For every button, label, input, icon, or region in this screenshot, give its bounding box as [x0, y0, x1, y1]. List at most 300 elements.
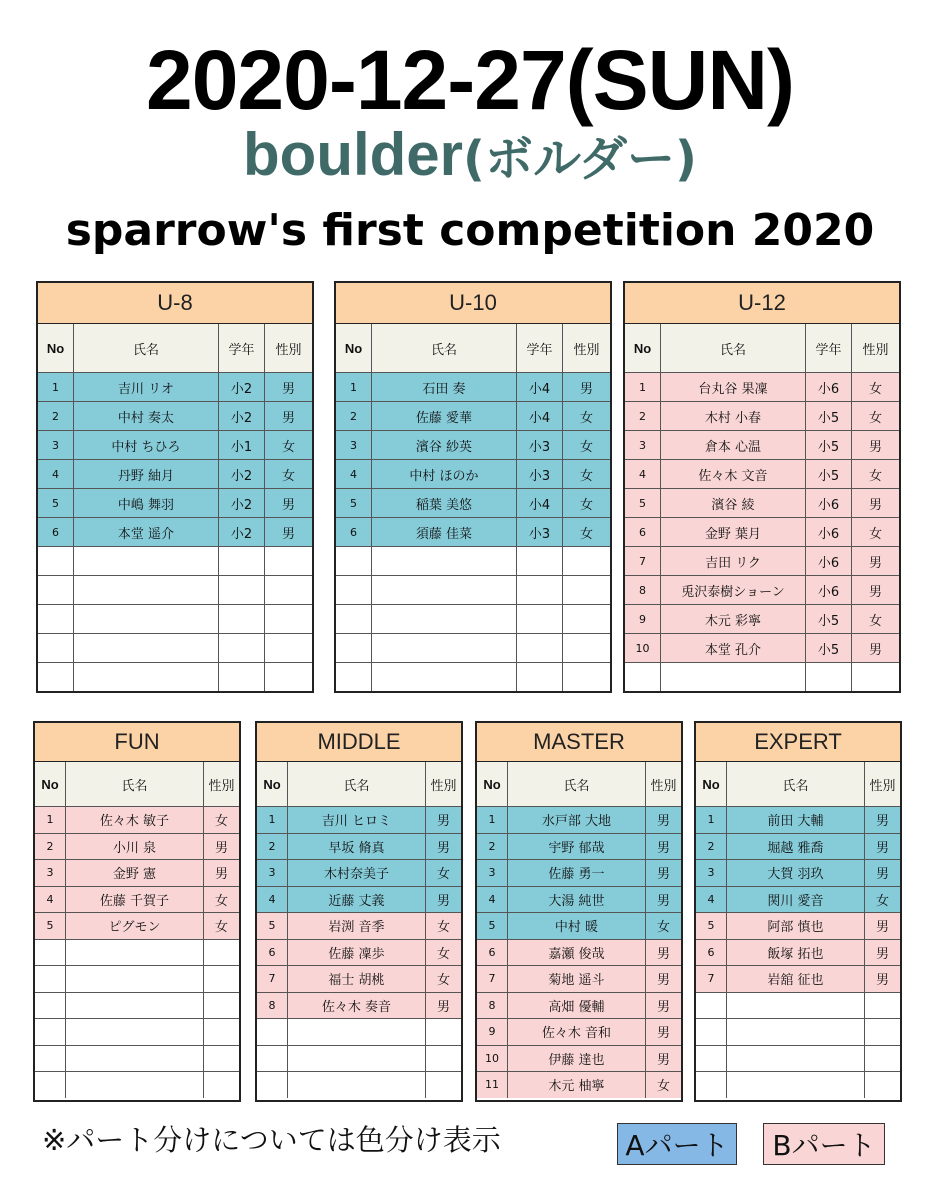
- cell-grade: 小6: [806, 489, 852, 517]
- empty-cell: [625, 663, 661, 691]
- column-header: No: [257, 762, 288, 806]
- empty-cell: [219, 576, 265, 604]
- cell-grade: 小3: [517, 431, 563, 459]
- cell-name: 佐々木 文音: [661, 460, 806, 488]
- cell-name: 関川 愛音: [727, 887, 865, 913]
- empty-row: [38, 605, 312, 634]
- cell-sex: 女: [656, 920, 670, 936]
- table-row: [625, 460, 899, 489]
- empty-cell: [661, 663, 806, 691]
- empty-cell: [865, 1019, 900, 1045]
- cell-no: 4: [336, 460, 372, 488]
- empty-cell: [66, 1019, 204, 1045]
- empty-cell: [204, 966, 239, 992]
- empty-cell: [336, 605, 372, 633]
- cell-no: 7: [625, 547, 661, 575]
- empty-cell: [35, 940, 66, 966]
- table-title: U-8: [38, 283, 312, 324]
- empty-row: [35, 940, 239, 967]
- cell-no: 6: [696, 940, 727, 966]
- table-title: MIDDLE: [257, 723, 461, 762]
- empty-row: [336, 634, 610, 663]
- cell-name: 木元 柚寧: [508, 1072, 646, 1098]
- table-row: [257, 860, 461, 887]
- table-row: [336, 373, 610, 402]
- cell-sex: 男: [436, 840, 450, 856]
- empty-row: [696, 1019, 900, 1046]
- column-header-row: [257, 762, 461, 807]
- cell-name: 中村 奏太: [74, 402, 219, 430]
- table-row: [477, 1072, 681, 1098]
- cell-grade: 小5: [806, 634, 852, 662]
- table-row: [35, 807, 239, 834]
- empty-cell: [38, 663, 74, 691]
- table-row: [625, 373, 899, 402]
- cell-grade: 小4: [517, 373, 563, 401]
- empty-cell: [372, 605, 517, 633]
- empty-cell: [66, 1072, 204, 1098]
- empty-cell: [257, 1072, 288, 1098]
- cell-name: 濱谷 綾: [661, 489, 806, 517]
- empty-row: [35, 993, 239, 1020]
- cell-name: 早坂 脩真: [288, 834, 426, 860]
- empty-cell: [865, 993, 900, 1019]
- cell-sex: 男: [656, 1026, 670, 1042]
- cell-name: 小川 泉: [66, 834, 204, 860]
- empty-cell: [727, 1019, 865, 1045]
- empty-row: [38, 634, 312, 663]
- cell-no: 1: [696, 807, 727, 833]
- table-row: [38, 431, 312, 460]
- empty-cell: [265, 576, 312, 604]
- cell-sex: 男: [281, 497, 295, 513]
- empty-cell: [865, 1046, 900, 1072]
- cell-grade: 小6: [806, 547, 852, 575]
- cell-sex: 女: [868, 468, 882, 484]
- empty-row: [336, 663, 610, 691]
- table-row: [257, 993, 461, 1020]
- table-row: [336, 460, 610, 489]
- cell-name: 佐藤 凜歩: [288, 940, 426, 966]
- column-header-row: [477, 762, 681, 807]
- cell-no: 3: [477, 860, 508, 886]
- empty-cell: [696, 1046, 727, 1072]
- empty-cell: [336, 634, 372, 662]
- empty-row: [696, 993, 900, 1020]
- cell-name: 大賀 羽玖: [727, 860, 865, 886]
- table-title: U-12: [625, 283, 899, 324]
- cell-name: 阿部 慎也: [727, 913, 865, 939]
- empty-cell: [204, 993, 239, 1019]
- empty-cell: [35, 1019, 66, 1045]
- cell-no: 8: [257, 993, 288, 1019]
- cell-no: 3: [35, 860, 66, 886]
- empty-cell: [426, 1019, 461, 1045]
- table-row: [477, 1046, 681, 1073]
- cell-no: 4: [35, 887, 66, 913]
- cell-no: 4: [257, 887, 288, 913]
- column-header-row: [38, 324, 312, 373]
- cell-sex: 男: [656, 1052, 670, 1068]
- cell-name: 金野 葉月: [661, 518, 806, 546]
- cell-no: 4: [38, 460, 74, 488]
- empty-row: [38, 576, 312, 605]
- table-row: [38, 373, 312, 402]
- cell-no: 1: [477, 807, 508, 833]
- empty-row: [257, 1072, 461, 1098]
- cell-grade: 小2: [219, 489, 265, 517]
- cell-sex: 女: [214, 893, 228, 909]
- cell-no: 4: [696, 887, 727, 913]
- cell-name: 嘉瀬 俊哉: [508, 940, 646, 966]
- cell-sex: 男: [281, 381, 295, 397]
- cell-sex: 男: [875, 814, 889, 830]
- cell-sex: 女: [579, 468, 593, 484]
- cell-name: 佐藤 千賀子: [66, 887, 204, 913]
- cell-sex: 女: [579, 439, 593, 455]
- empty-cell: [696, 1019, 727, 1045]
- empty-cell: [66, 1046, 204, 1072]
- empty-cell: [372, 576, 517, 604]
- cell-name: 中村 ほのか: [372, 460, 517, 488]
- empty-cell: [288, 1019, 426, 1045]
- cell-no: 1: [35, 807, 66, 833]
- cell-sex: 男: [281, 410, 295, 426]
- legend-part-b: Bパート: [763, 1123, 885, 1165]
- competition-title: sparrow's first competition 2020: [65, 205, 875, 256]
- empty-cell: [336, 547, 372, 575]
- empty-cell: [74, 547, 219, 575]
- cell-name: 木村 小春: [661, 402, 806, 430]
- column-header: 氏名: [288, 762, 426, 806]
- column-header-row: [625, 324, 899, 373]
- part-note: ※パート分けについては色分け表示: [42, 1123, 501, 1157]
- empty-row: [35, 1072, 239, 1098]
- cell-name: 兎沢泰樹ショーン: [661, 576, 806, 604]
- table-row: [696, 966, 900, 993]
- empty-cell: [426, 1046, 461, 1072]
- empty-cell: [38, 605, 74, 633]
- cell-sex: 男: [875, 973, 889, 989]
- cell-sex: 男: [436, 814, 450, 830]
- cell-name: ピグモン: [66, 913, 204, 939]
- empty-cell: [74, 663, 219, 691]
- table-row: [625, 605, 899, 634]
- cell-grade: 小3: [517, 518, 563, 546]
- cell-name: 佐々木 音和: [508, 1019, 646, 1045]
- table-row: [38, 518, 312, 547]
- column-header: 氏名: [661, 324, 806, 372]
- table-row: [696, 887, 900, 914]
- cell-sex: 男: [656, 973, 670, 989]
- cell-sex: 男: [656, 840, 670, 856]
- empty-cell: [204, 940, 239, 966]
- cell-name: 高畑 優輔: [508, 993, 646, 1019]
- cell-no: 3: [257, 860, 288, 886]
- cell-no: 5: [257, 913, 288, 939]
- column-header: 性別: [430, 778, 457, 794]
- column-header-row: [336, 324, 610, 373]
- empty-cell: [35, 966, 66, 992]
- table-row: [477, 940, 681, 967]
- empty-row: [257, 1019, 461, 1046]
- cell-no: 1: [38, 373, 74, 401]
- empty-cell: [288, 1072, 426, 1098]
- empty-cell: [696, 993, 727, 1019]
- cell-no: 9: [625, 605, 661, 633]
- empty-cell: [865, 1072, 900, 1098]
- empty-row: [38, 663, 312, 691]
- cell-sex: 女: [436, 946, 450, 962]
- table-row: [336, 431, 610, 460]
- table-row: [336, 402, 610, 431]
- cell-name: 倉本 心温: [661, 431, 806, 459]
- cell-sex: 男: [436, 893, 450, 909]
- empty-cell: [517, 605, 563, 633]
- empty-cell: [219, 663, 265, 691]
- empty-cell: [204, 1072, 239, 1098]
- cell-sex: 女: [656, 1079, 670, 1095]
- table-row: [257, 834, 461, 861]
- table-middle: [255, 721, 463, 1102]
- cell-sex: 男: [656, 999, 670, 1015]
- column-header: No: [696, 762, 727, 806]
- table-row: [477, 993, 681, 1020]
- cell-sex: 女: [436, 920, 450, 936]
- column-header: No: [625, 324, 661, 372]
- cell-grade: 小3: [517, 460, 563, 488]
- cell-sex: 女: [436, 973, 450, 989]
- column-header: No: [38, 324, 74, 372]
- cell-grade: 小6: [806, 373, 852, 401]
- cell-grade: 小5: [806, 460, 852, 488]
- cell-name: 宇野 郁哉: [508, 834, 646, 860]
- cell-no: 2: [257, 834, 288, 860]
- cell-no: 1: [336, 373, 372, 401]
- cell-grade: 小5: [806, 402, 852, 430]
- cell-name: 佐々木 敏子: [66, 807, 204, 833]
- cell-no: 6: [38, 518, 74, 546]
- cell-no: 2: [35, 834, 66, 860]
- cell-grade: 小4: [517, 489, 563, 517]
- table-row: [257, 966, 461, 993]
- cell-sex: 女: [579, 410, 593, 426]
- cell-name: 岩舘 征也: [727, 966, 865, 992]
- cell-name: 飯塚 拓也: [727, 940, 865, 966]
- cell-no: 7: [477, 966, 508, 992]
- cell-grade: 小4: [517, 402, 563, 430]
- table-row: [336, 489, 610, 518]
- table-row: [257, 887, 461, 914]
- table-row: [625, 402, 899, 431]
- cell-no: 6: [625, 518, 661, 546]
- table-title: U-10: [336, 283, 610, 324]
- empty-row: [35, 966, 239, 993]
- cell-no: 5: [38, 489, 74, 517]
- cell-name: 丹野 紬月: [74, 460, 219, 488]
- column-header: 氏名: [727, 762, 865, 806]
- cell-name: 佐藤 勇一: [508, 860, 646, 886]
- column-header: 氏名: [508, 762, 646, 806]
- empty-cell: [265, 634, 312, 662]
- table-title: EXPERT: [696, 723, 900, 762]
- empty-cell: [74, 634, 219, 662]
- empty-cell: [219, 547, 265, 575]
- cell-name: 水戸部 大地: [508, 807, 646, 833]
- empty-cell: [727, 1046, 865, 1072]
- cell-sex: 男: [875, 946, 889, 962]
- empty-cell: [204, 1046, 239, 1072]
- column-header: 性別: [862, 342, 889, 358]
- cell-no: 7: [257, 966, 288, 992]
- cell-no: 8: [625, 576, 661, 604]
- cell-sex: 男: [214, 867, 228, 883]
- table-row: [696, 807, 900, 834]
- cell-sex: 女: [868, 526, 882, 542]
- empty-cell: [517, 634, 563, 662]
- empty-row: [336, 605, 610, 634]
- table-u10: [334, 281, 612, 693]
- empty-cell: [372, 634, 517, 662]
- cell-sex: 女: [868, 410, 882, 426]
- empty-cell: [563, 547, 610, 575]
- empty-row: [696, 1046, 900, 1073]
- cell-no: 5: [35, 913, 66, 939]
- column-header: 氏名: [372, 324, 517, 372]
- table-row: [38, 402, 312, 431]
- cell-sex: 女: [579, 526, 593, 542]
- empty-cell: [265, 547, 312, 575]
- cell-no: 6: [477, 940, 508, 966]
- cell-sex: 男: [868, 497, 882, 513]
- column-header-row: [696, 762, 900, 807]
- table-row: [35, 834, 239, 861]
- cell-grade: 小5: [806, 605, 852, 633]
- column-header: 学年: [517, 324, 563, 372]
- cell-name: 近藤 丈義: [288, 887, 426, 913]
- column-header: 氏名: [66, 762, 204, 806]
- cell-sex: 女: [281, 468, 295, 484]
- cell-grade: 小2: [219, 402, 265, 430]
- discipline-label-jp: (ボルダー): [463, 131, 697, 187]
- column-header: No: [336, 324, 372, 372]
- cell-no: 5: [696, 913, 727, 939]
- empty-cell: [336, 576, 372, 604]
- column-header: No: [477, 762, 508, 806]
- cell-name: 濱谷 紗英: [372, 431, 517, 459]
- cell-name: 佐藤 愛華: [372, 402, 517, 430]
- cell-name: 大湯 純世: [508, 887, 646, 913]
- discipline-label: boulder: [243, 121, 464, 188]
- cell-sex: 男: [875, 867, 889, 883]
- table-row: [625, 489, 899, 518]
- table-row: [35, 887, 239, 914]
- cell-sex: 女: [214, 814, 228, 830]
- cell-name: 石田 奏: [372, 373, 517, 401]
- cell-name: 菊地 遥斗: [508, 966, 646, 992]
- table-row: [696, 940, 900, 967]
- column-header: 学年: [219, 324, 265, 372]
- table-row: [477, 834, 681, 861]
- cell-sex: 男: [656, 946, 670, 962]
- column-header-row: [35, 762, 239, 807]
- legend-part-a: Aパート: [617, 1123, 737, 1165]
- cell-no: 1: [257, 807, 288, 833]
- empty-cell: [38, 547, 74, 575]
- empty-cell: [372, 663, 517, 691]
- table-row: [35, 860, 239, 887]
- cell-name: 堀越 雅喬: [727, 834, 865, 860]
- cell-name: 吉田 リク: [661, 547, 806, 575]
- cell-no: 5: [477, 913, 508, 939]
- table-row: [38, 489, 312, 518]
- table-row: [625, 431, 899, 460]
- cell-grade: 小2: [219, 460, 265, 488]
- cell-grade: 小2: [219, 518, 265, 546]
- cell-no: 4: [625, 460, 661, 488]
- cell-no: 1: [625, 373, 661, 401]
- empty-cell: [204, 1019, 239, 1045]
- empty-cell: [38, 576, 74, 604]
- empty-cell: [852, 663, 899, 691]
- empty-cell: [265, 663, 312, 691]
- cell-sex: 男: [875, 920, 889, 936]
- table-row: [257, 913, 461, 940]
- cell-name: 吉川 リオ: [74, 373, 219, 401]
- column-header: 性別: [208, 778, 235, 794]
- cell-no: 9: [477, 1019, 508, 1045]
- cell-no: 10: [477, 1046, 508, 1072]
- empty-cell: [563, 663, 610, 691]
- cell-name: 金野 憲: [66, 860, 204, 886]
- cell-sex: 女: [868, 613, 882, 629]
- empty-row: [35, 1046, 239, 1073]
- cell-name: 台丸谷 果凜: [661, 373, 806, 401]
- cell-sex: 女: [579, 497, 593, 513]
- cell-sex: 女: [875, 893, 889, 909]
- table-row: [477, 860, 681, 887]
- empty-cell: [696, 1072, 727, 1098]
- empty-cell: [66, 940, 204, 966]
- empty-cell: [66, 966, 204, 992]
- cell-grade: 小1: [219, 431, 265, 459]
- cell-sex: 女: [281, 439, 295, 455]
- cell-no: 11: [477, 1072, 508, 1098]
- empty-row: [35, 1019, 239, 1046]
- cell-no: 5: [625, 489, 661, 517]
- cell-no: 3: [625, 431, 661, 459]
- table-row: [696, 860, 900, 887]
- cell-name: 本堂 遥介: [74, 518, 219, 546]
- cell-no: 3: [696, 860, 727, 886]
- cell-name: 伊藤 達也: [508, 1046, 646, 1072]
- table-row: [477, 1019, 681, 1046]
- cell-no: 10: [625, 634, 661, 662]
- cell-sex: 男: [579, 381, 593, 397]
- empty-cell: [35, 1046, 66, 1072]
- empty-row: [38, 547, 312, 576]
- empty-row: [336, 576, 610, 605]
- empty-cell: [219, 634, 265, 662]
- cell-sex: 男: [875, 840, 889, 856]
- cell-sex: 女: [214, 920, 228, 936]
- cell-name: 中村 暖: [508, 913, 646, 939]
- cell-name: 本堂 孔介: [661, 634, 806, 662]
- empty-cell: [35, 1072, 66, 1098]
- table-row: [696, 834, 900, 861]
- cell-name: 中嶋 舞羽: [74, 489, 219, 517]
- empty-cell: [517, 547, 563, 575]
